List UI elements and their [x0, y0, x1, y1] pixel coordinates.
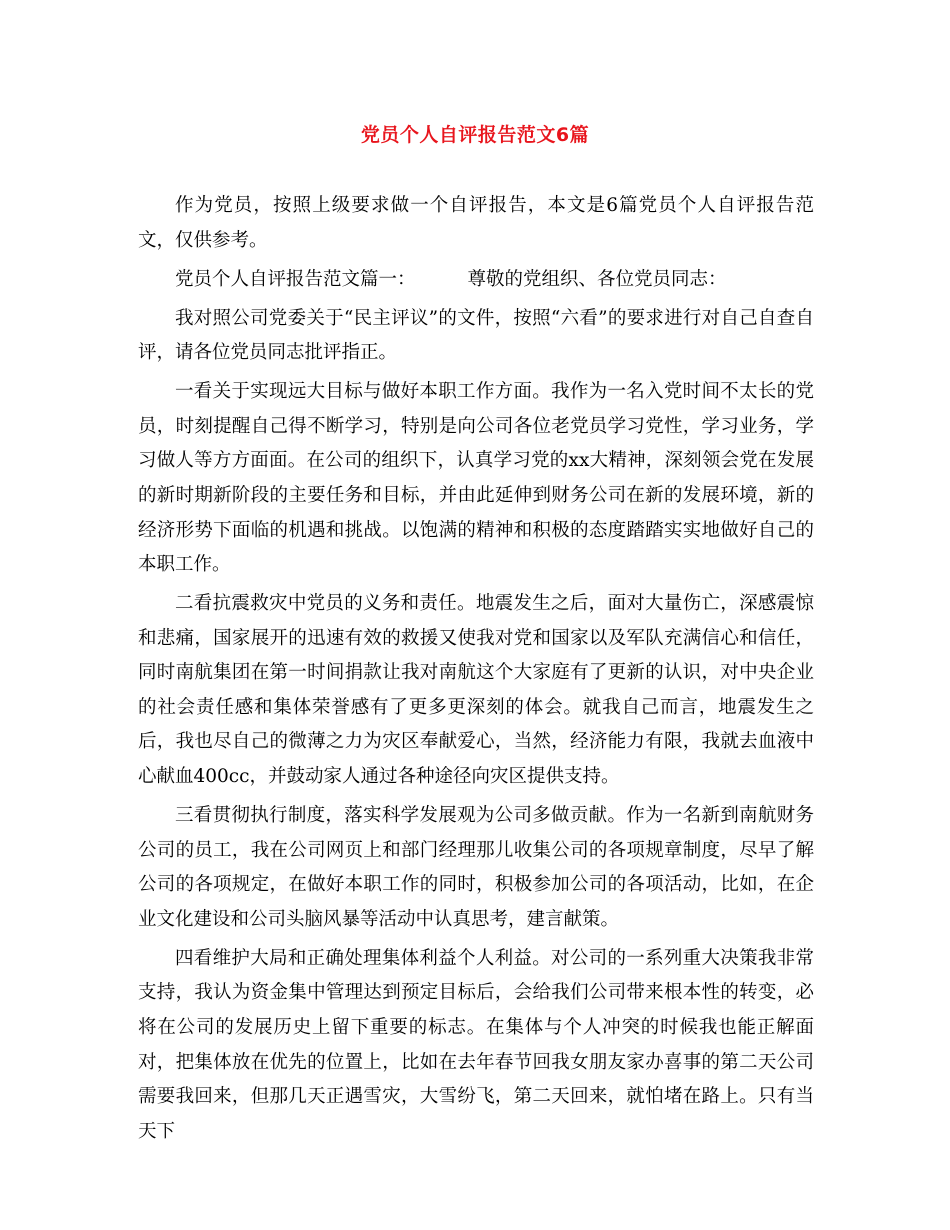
salutation: 尊敬的党组织、各位党员同志： — [467, 268, 727, 290]
body-paragraph: 四看维护大局和正确处理集体利益个人利益。对公司的一系列重大决策我非常支持，我认为资金集中管理达到预定目标后，会给我们公司带来根本性的转变，必将在公司的发展历史上留下重要的标志。在集体与个人冲突的时候我也能正解面对，把集体放在优先的位置上，比如在去年春节回我女朋友家办喜事的第二天公司需要我回来，但那几天正遇雪灾，大雪纷飞，第二天回来，就怕堵在路上。只有当天下 — [138, 947, 814, 1142]
section-heading-line — [138, 263, 814, 298]
body-paragraph: 一看关于实现远大目标与做好本职工作方面。我作为一名入党时间不太长的党员，时刻提醒自己得不断学习，特别是向公司各位老党员学习党性，学习业务，学习做人等方方面面。在公司的组织下，认真学习党的xx大精神，深刻领会党在发展的新时期新阶段的主要任务和目标，并由此延伸到财务公司在新的发展环境，新的经济形势下面临的机遇和挑战。以饱满的精神和积极的态度踏踏实实地做好自己的本职工作。 — [138, 381, 814, 576]
intro-paragraph: 作为党员，按照上级要求做一个自评报告，本文是6篇党员个人自评报告范文，仅供参考。 — [138, 195, 814, 251]
body-paragraph: 二看抗震救灾中党员的义务和责任。地震发生之后，面对大量伤亡，深感震惊和悲痛，国家展开的迅速有效的救援又使我对党和国家以及军队充满信心和信任，同时南航集团在第一时间捐款让我对南航这个大家庭有了更新的认识，对中央企业的社会责任感和集体荣誉感有了更多更深刻的体会。就我自己而言，地震发生之后，我也尽自己的微薄之力为灾区奉献爱心，当然，经济能力有限，我就去血液中心献血400cc，并鼓动家人通过各种途径向灾区提供支持。 — [138, 593, 814, 788]
body-paragraph: 三看贯彻执行制度，落实科学发展观为公司多做贡献。作为一名新到南航财务公司的员工，我在公司网页上和部门经理那儿收集公司的各项规章制度，尽早了解公司的各项规定，在做好本职工作的同时，积极参加公司的各项活动，比如，在企业文化建设和公司头脑风暴等活动中认真思考，建言献策。 — [138, 805, 814, 930]
document-body — [138, 189, 814, 1154]
body-paragraph: 我对照公司党委关于“民主评议”的文件，按照“六看”的要求进行对自己自查自评，请各位党员同志批评指正。 — [138, 307, 814, 364]
document-title: 党员个人自评报告范文6篇 — [360, 124, 590, 146]
section-heading: 党员个人自评报告范文篇一： — [175, 268, 416, 290]
